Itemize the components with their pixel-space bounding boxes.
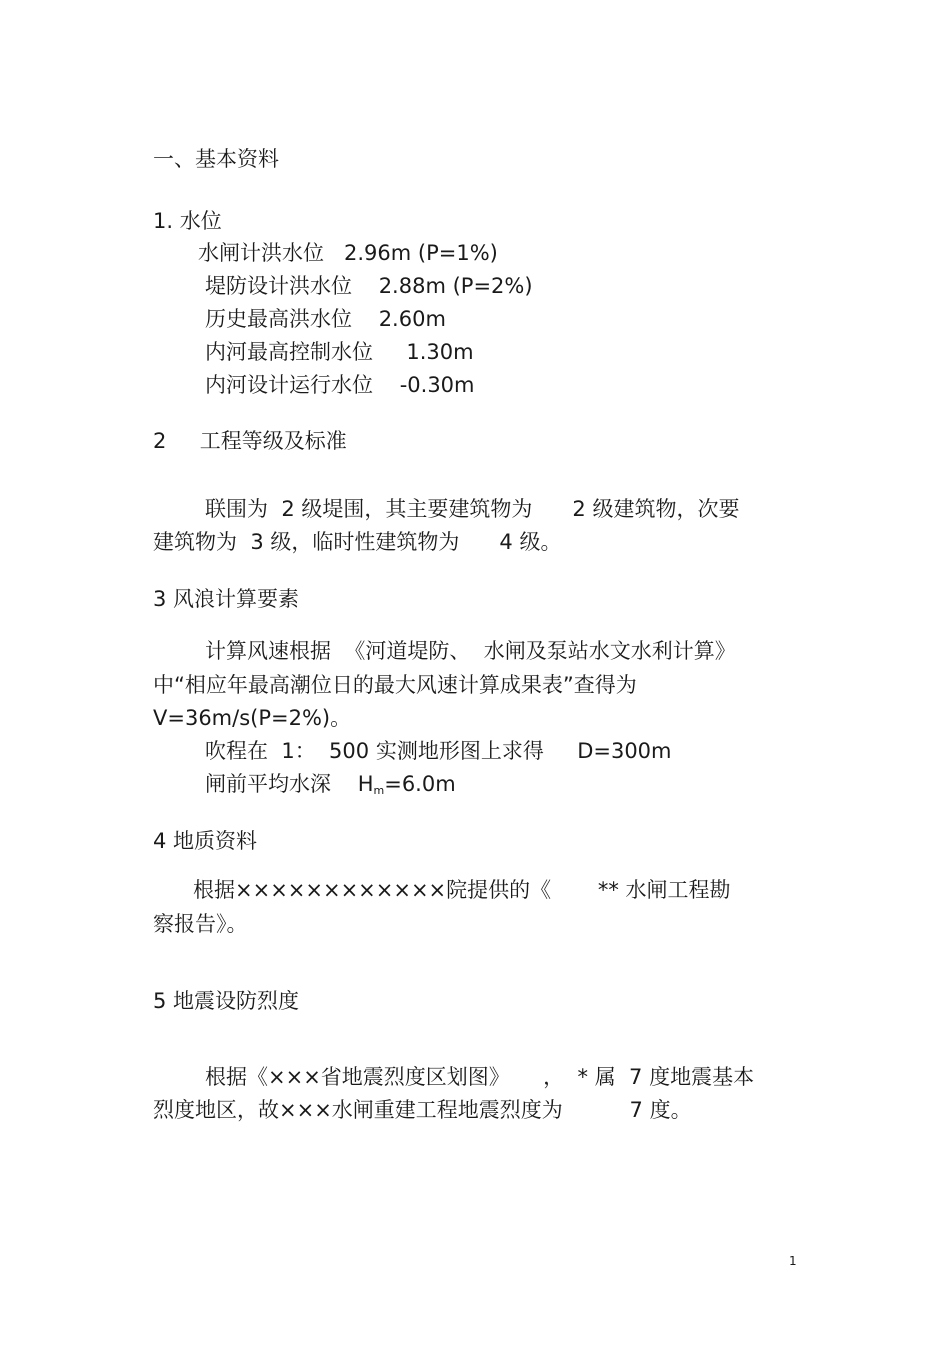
wind-paragraph-line: 计算风速根据 《河道堤防、 水闸及泵站水文水利计算》 <box>205 639 736 663</box>
seismic-paragraph-line: 根据《×××省地震烈度区划图》 ， * 属 7 度地震基本 <box>205 1065 755 1089</box>
water-level-item: 水闸计洪水位 2.96m (P=1%) <box>198 241 498 265</box>
average-depth-prefix: 闸前平均水深 H <box>205 772 374 796</box>
water-level-item: 内河设计运行水位 -0.30m <box>205 373 475 397</box>
wind-paragraph-line: 中“相应年最高潮位日的最大风速计算成果表”查得为 <box>153 673 637 697</box>
average-depth-subscript: m <box>373 784 385 797</box>
water-level-heading: 1. 水位 <box>153 209 222 233</box>
page-number: 1 <box>789 1254 797 1268</box>
water-level-item: 堤防设计洪水位 2.88m (P=2%) <box>205 274 533 298</box>
geology-paragraph-line: 察报告》。 <box>153 912 248 936</box>
seismic-paragraph-line: 烈度地区，故×××水闸重建工程地震烈度为 7 度。 <box>153 1098 692 1122</box>
average-depth-value: =6.0m <box>384 772 456 796</box>
seismic-heading: 5 地震设防烈度 <box>153 989 300 1013</box>
grade-heading: 2 工程等级及标准 <box>153 429 347 453</box>
water-level-item: 内河最高控制水位 1.30m <box>205 340 474 364</box>
grade-paragraph-line: 联围为 2 级堤围，其主要建筑物为 2 级建筑物，次要 <box>205 497 740 521</box>
average-depth-line <box>205 771 456 804</box>
fetch-line: 吹程在 1： 500 实测地形图上求得 D=300m <box>205 739 672 763</box>
grade-paragraph-line: 建筑物为 3 级，临时性建筑物为 4 级。 <box>153 530 562 554</box>
wind-heading: 3 风浪计算要素 <box>153 587 300 611</box>
water-level-item: 历史最高洪水位 2.60m <box>205 307 446 331</box>
wind-speed-value: V=36m/s(P=2%)。 <box>153 706 352 730</box>
geology-paragraph-line: 根据××××××××××××院提供的《 ** 水闸工程勘 <box>193 878 731 902</box>
geology-heading: 4 地质资料 <box>153 829 258 853</box>
section-heading-basic-data: 一、基本资料 <box>153 147 279 171</box>
